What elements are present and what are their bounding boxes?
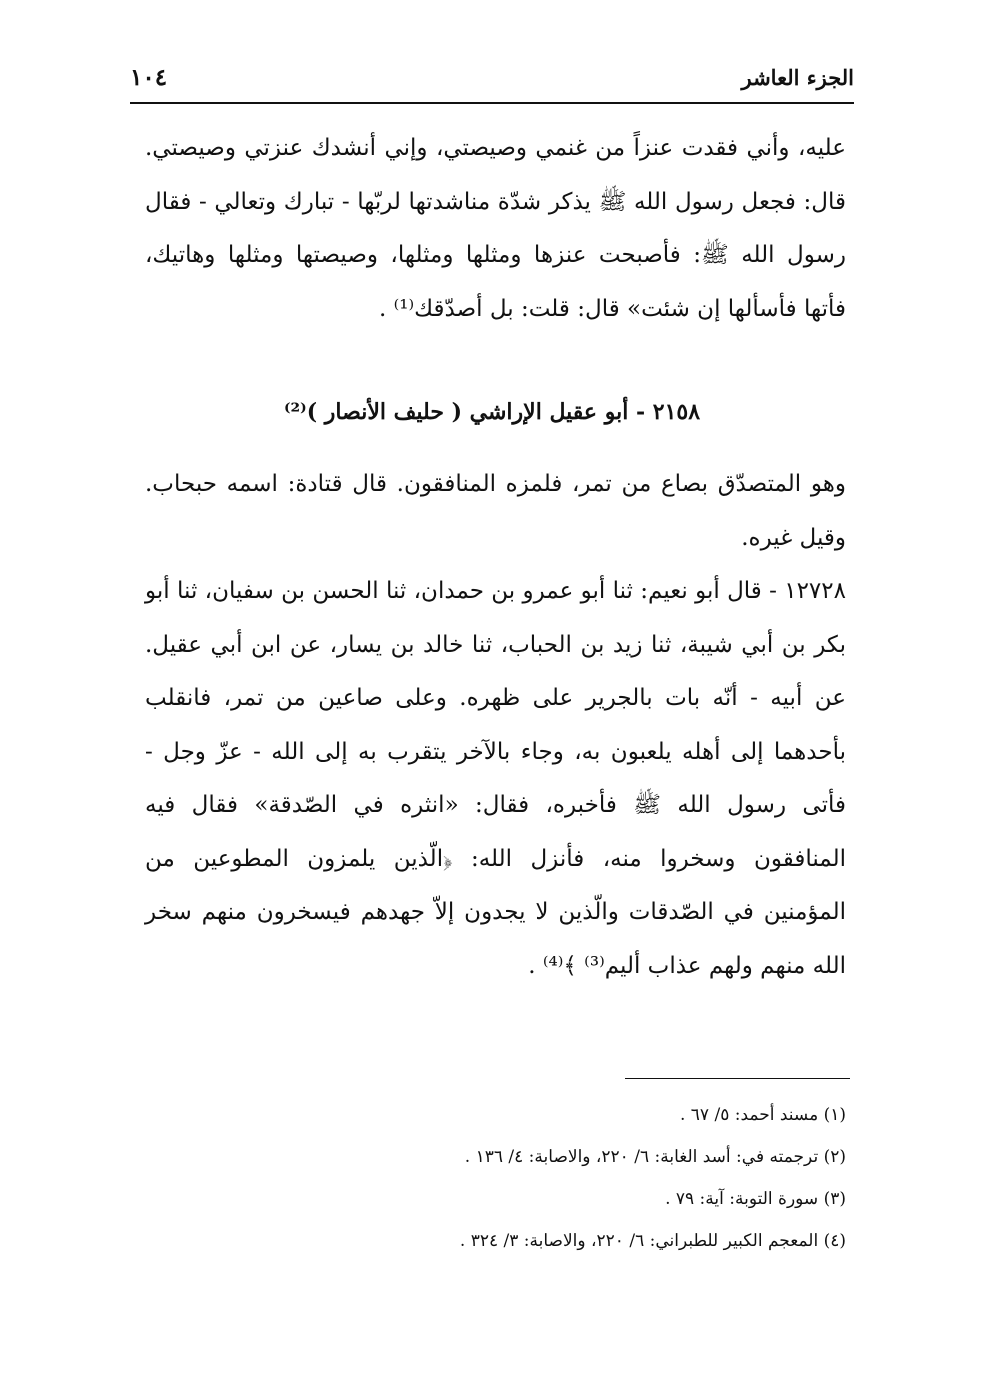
footnote: (٣) سورة التوبة: آية: ٧٩ . <box>665 1189 846 1209</box>
footnotes <box>300 1094 846 1262</box>
continuation-paragraph: عليه، وأني فقدت عنزاً من غنمي وصيصتي، وإني أنشدك عنزتي وصيصتي. قال: فجعل رسول الله ﷺ يذكر شدّة مناشدتها لربّها - تبارك وتعالي - فقال رسول الله ﷺ: فأصبحت عنزها ومثلها ومثلها، وصيصتها ومثلها وهاتيك، فأتها فأسألها إن شئت» قال: قلت: بل أصدّقك⁽¹⁾ . <box>145 135 846 322</box>
page-header <box>130 58 854 98</box>
footnote: (٢) ترجمته في: أسد الغابة: ٦/ ٢٢٠، والاصابة: ٤/ ١٣٦ . <box>464 1147 846 1167</box>
footnote-divider <box>625 1078 850 1079</box>
section-heading: ٢١٥٨ - أبو عقيل الإراشي ( حليف الأنصار )⁽²⁾ <box>283 399 701 425</box>
volume-title: الجزء العاشر <box>741 65 854 90</box>
footnote: (٤) المعجم الكبير للطبراني: ٦/ ٢٢٠، والاصابة: ٣/ ٣٢٤ . <box>459 1231 846 1251</box>
footnote: (١) مسند أحمد: ٥/ ٦٧ . <box>679 1105 846 1125</box>
hadith-paragraph: ١٢٧٢٨ - قال أبو نعيم: ثنا أبو عمرو بن حمدان، ثنا الحسن بن سفيان، ثنا أبو بكر بن أبي شيبة، ثنا زيد بن الحباب، ثنا خالد بن يسار، عن ابن أبي عقيل. عن أبيه - أنّه بات بالجرير على ظهره. وعلى صاعين من تمر، فانقلب بأحدهما إلى أهله يلعبون به، وجاء بالآخر يتقرب به إلى الله - عزّ وجل - فأتى رسول الله ﷺ فأخبره، فقال: «انثره في الصّدقة» فقال فيه المنافقون وسخروا منه، فأنزل الله: ﴿الّذين يلمزون المطوعين من المؤمنين في الصّدقات والّذين لا يجدون إلاّ جهدهم فيسخرون منهم سخر الله منهم ولهم عذاب أليم⁽³⁾ ﴾⁽⁴⁾ . <box>145 578 846 979</box>
header-divider <box>130 102 854 104</box>
biography-paragraph: وهو المتصدّق بصاع من تمر، فلمزه المنافقون. قال قتادة: اسمه حبحاب. وقيل غيره. <box>145 471 846 551</box>
page-number: ١٠٤ <box>130 64 168 91</box>
